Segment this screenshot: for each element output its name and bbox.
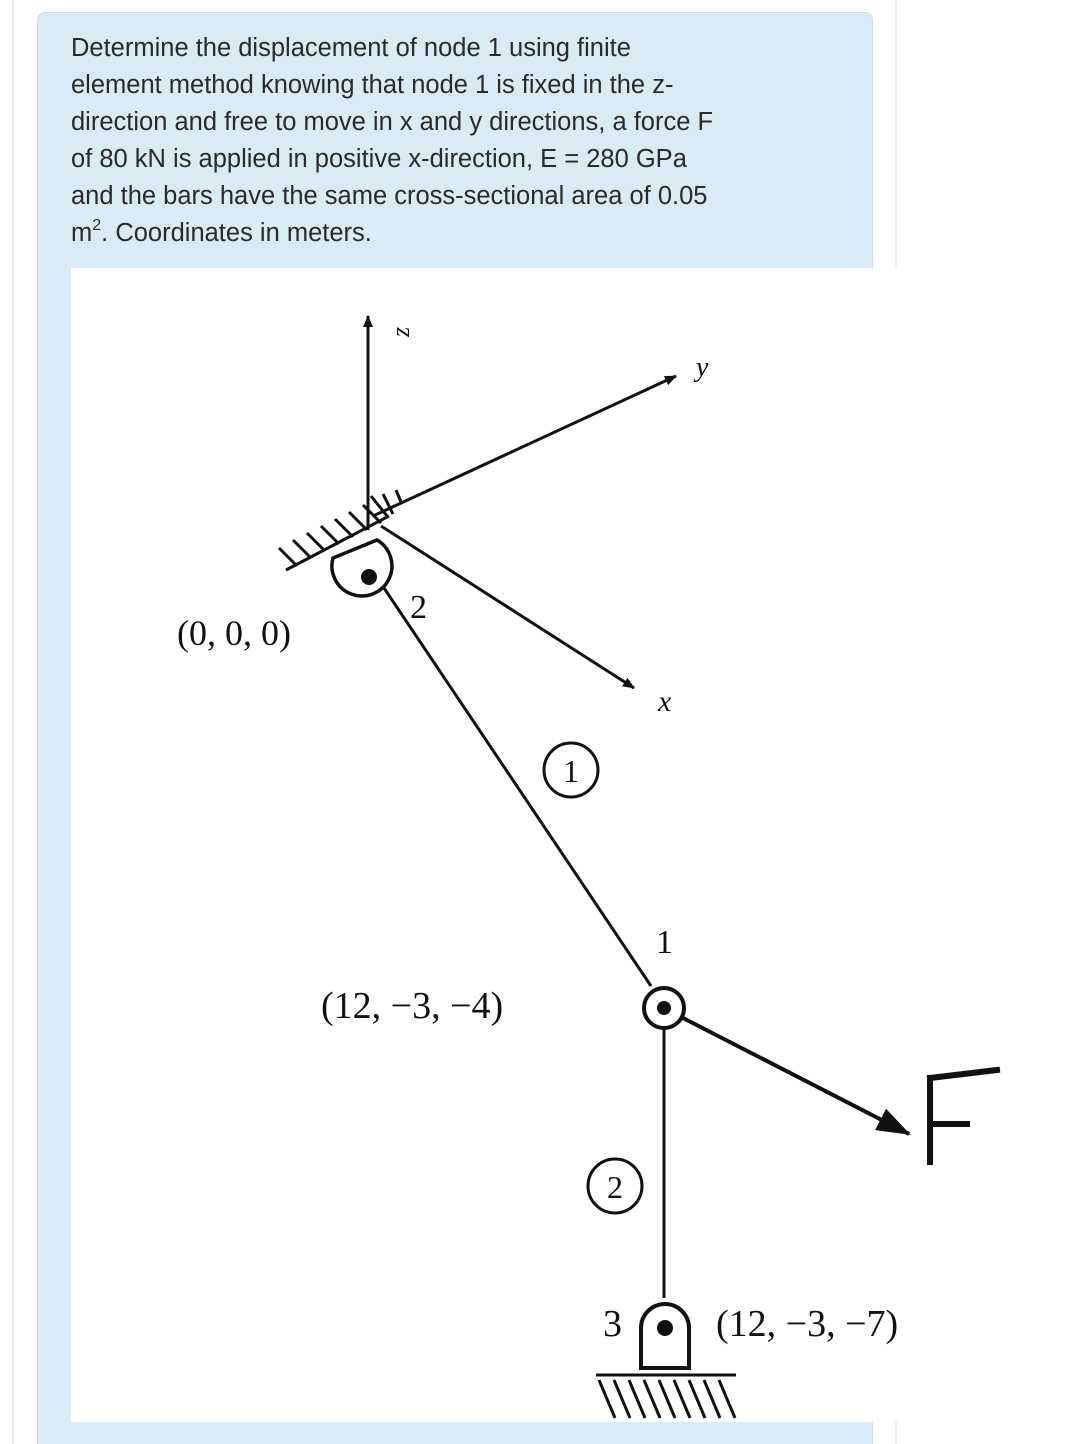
node3-coordinates: (12, −3, −7) [716, 1303, 899, 1345]
element1-label: 1 [563, 753, 579, 789]
problem-line-3: direction and free to move in x and y directions, a force F [71, 108, 714, 136]
left-border-line [12, 0, 14, 1444]
node1-coordinates: (12, −3, −4) [321, 985, 504, 1027]
problem-line-5: and the bars have the same cross-sectional area of 0.05 [71, 182, 708, 210]
truss-figure [71, 268, 1080, 1422]
problem-line-6 [71, 215, 831, 252]
area-unit: m [71, 219, 93, 247]
x-axis-label: x [658, 685, 672, 718]
z-axis-label: z [386, 326, 415, 337]
figure-background [71, 268, 1080, 1422]
node2-label: 2 [410, 589, 427, 626]
node1-joint-center [657, 1001, 671, 1015]
problem-line-2: element method knowing that node 1 is fixed in the z- [71, 71, 674, 99]
problem-line-4: of 80 kN is applied in positive x-direction, E = 280 GPa [71, 145, 687, 173]
node1-label: 1 [656, 924, 673, 961]
node3-label: 3 [603, 1303, 622, 1345]
truss-diagram [71, 268, 1080, 1422]
element2-label: 2 [607, 1169, 623, 1205]
node3-pin [657, 1320, 673, 1336]
problem-statement [71, 30, 831, 252]
y-axis-label: y [696, 352, 709, 383]
problem-line-6-rest: . Coordinates in meters. [101, 219, 372, 247]
problem-line-1: Determine the displacement of node 1 using finite [71, 34, 631, 62]
node2-pin [361, 569, 377, 585]
node2-coordinates: (0, 0, 0) [177, 613, 291, 653]
area-exponent: 2 [92, 216, 102, 234]
